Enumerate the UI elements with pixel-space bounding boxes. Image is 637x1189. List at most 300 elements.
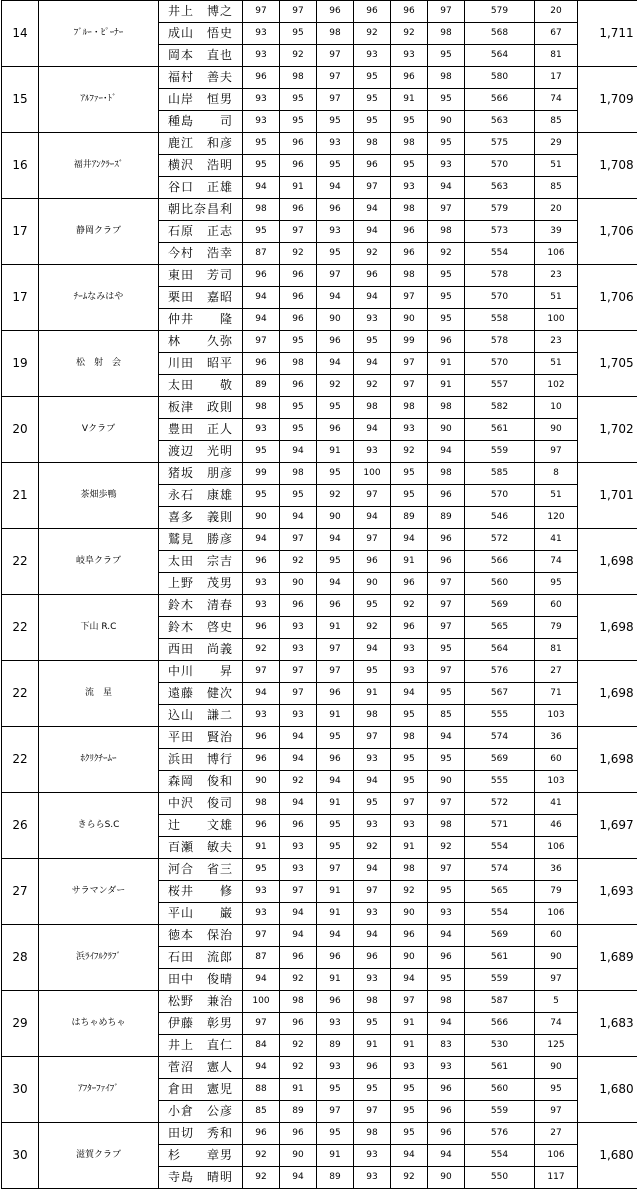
individual-place: 29 <box>535 133 578 155</box>
series-score: 93 <box>391 177 428 199</box>
shooter-name: 遠藤 健次 <box>159 683 243 705</box>
series-score: 96 <box>317 947 354 969</box>
series-score: 93 <box>280 837 317 859</box>
series-score: 95 <box>280 419 317 441</box>
individual-place: 79 <box>535 617 578 639</box>
series-score: 96 <box>428 1123 465 1145</box>
series-score: 94 <box>243 969 280 991</box>
series-score: 93 <box>317 221 354 243</box>
series-score: 95 <box>391 463 428 485</box>
team-rank: 22 <box>2 727 39 793</box>
series-score: 93 <box>243 89 280 111</box>
series-score: 98 <box>391 199 428 221</box>
series-score: 93 <box>243 111 280 133</box>
series-score: 96 <box>428 529 465 551</box>
series-score: 96 <box>243 265 280 287</box>
individual-total: 570 <box>465 485 535 507</box>
member-row <box>2 199 637 221</box>
series-score: 98 <box>391 727 428 749</box>
series-score: 95 <box>391 155 428 177</box>
series-score: 93 <box>391 45 428 67</box>
series-score: 96 <box>280 265 317 287</box>
individual-total: 578 <box>465 331 535 353</box>
series-score: 95 <box>428 881 465 903</box>
series-score: 97 <box>280 221 317 243</box>
series-score: 83 <box>428 1035 465 1057</box>
series-score: 94 <box>243 309 280 331</box>
series-score: 95 <box>428 683 465 705</box>
series-score: 97 <box>428 859 465 881</box>
series-score: 96 <box>391 573 428 595</box>
series-score: 93 <box>243 45 280 67</box>
individual-place: 5 <box>535 991 578 1013</box>
series-score: 90 <box>391 309 428 331</box>
team-total: 1,711 <box>578 1 637 67</box>
series-score: 92 <box>280 45 317 67</box>
series-score: 94 <box>280 925 317 947</box>
individual-total: 572 <box>465 529 535 551</box>
individual-total: 564 <box>465 639 535 661</box>
series-score: 89 <box>428 507 465 529</box>
series-score: 94 <box>428 1145 465 1167</box>
individual-place: 90 <box>535 1057 578 1079</box>
series-score: 95 <box>317 155 354 177</box>
series-score: 93 <box>243 419 280 441</box>
individual-total: 570 <box>465 155 535 177</box>
series-score: 91 <box>391 89 428 111</box>
series-score: 95 <box>280 485 317 507</box>
series-score: 95 <box>428 45 465 67</box>
series-score: 95 <box>391 1123 428 1145</box>
series-score: 96 <box>391 1 428 23</box>
individual-place: 27 <box>535 661 578 683</box>
series-score: 95 <box>391 111 428 133</box>
series-score: 95 <box>428 265 465 287</box>
series-score: 92 <box>428 837 465 859</box>
series-score: 90 <box>280 573 317 595</box>
series-score: 96 <box>391 243 428 265</box>
series-score: 90 <box>428 419 465 441</box>
individual-place: 81 <box>535 45 578 67</box>
series-score: 96 <box>317 683 354 705</box>
series-score: 94 <box>428 1013 465 1035</box>
individual-place: 23 <box>535 331 578 353</box>
individual-total: 569 <box>465 925 535 947</box>
series-score: 93 <box>354 903 391 925</box>
series-score: 98 <box>243 793 280 815</box>
member-row <box>2 397 637 419</box>
member-row <box>2 67 637 89</box>
individual-total: 563 <box>465 111 535 133</box>
series-score: 98 <box>280 67 317 89</box>
series-score: 97 <box>317 265 354 287</box>
series-score: 96 <box>317 991 354 1013</box>
team-total: 1,697 <box>578 793 637 859</box>
shooter-name: 平田 賢治 <box>159 727 243 749</box>
individual-total: 570 <box>465 353 535 375</box>
series-score: 96 <box>243 551 280 573</box>
series-score: 93 <box>428 1057 465 1079</box>
series-score: 91 <box>317 881 354 903</box>
member-row <box>2 1123 637 1145</box>
results-table <box>1 0 637 1189</box>
series-score: 98 <box>280 463 317 485</box>
member-row <box>2 661 637 683</box>
series-score: 95 <box>317 463 354 485</box>
individual-place: 51 <box>535 155 578 177</box>
shooter-name: 石田 流郎 <box>159 947 243 969</box>
team-name: ﾎｸﾘｸﾁｰﾑｰ <box>39 727 159 793</box>
series-score: 96 <box>280 287 317 309</box>
series-score: 96 <box>280 1013 317 1035</box>
series-score: 98 <box>317 23 354 45</box>
team-name: サラマンダー <box>39 859 159 925</box>
team-name: ｱﾙﾌｧｰ･ﾄﾞ <box>39 67 159 133</box>
individual-place: 97 <box>535 1101 578 1123</box>
team-name: 滋賀クラブ <box>39 1123 159 1189</box>
series-score: 97 <box>317 661 354 683</box>
series-score: 99 <box>243 463 280 485</box>
series-score: 93 <box>391 639 428 661</box>
series-score: 95 <box>243 221 280 243</box>
individual-place: 81 <box>535 639 578 661</box>
shooter-name: 鹿江 和彦 <box>159 133 243 155</box>
series-score: 95 <box>243 485 280 507</box>
series-score: 91 <box>391 1035 428 1057</box>
shooter-name: 豊田 正人 <box>159 419 243 441</box>
individual-place: 117 <box>535 1167 578 1189</box>
individual-place: 41 <box>535 529 578 551</box>
series-score: 97 <box>428 573 465 595</box>
series-score: 95 <box>317 837 354 859</box>
team-rank: 17 <box>2 199 39 265</box>
series-score: 93 <box>428 155 465 177</box>
series-score: 92 <box>391 1167 428 1189</box>
shooter-name: 朝比奈昌利 <box>159 199 243 221</box>
team-total: 1,698 <box>578 727 637 793</box>
series-score: 94 <box>280 727 317 749</box>
series-score: 97 <box>243 925 280 947</box>
series-score: 94 <box>243 287 280 309</box>
individual-total: 559 <box>465 441 535 463</box>
individual-total: 569 <box>465 595 535 617</box>
individual-total: 576 <box>465 1123 535 1145</box>
series-score: 92 <box>354 837 391 859</box>
series-score: 98 <box>354 705 391 727</box>
team-name: ｱﾌﾀｰﾌｧｲﾌﾞ <box>39 1057 159 1123</box>
series-score: 93 <box>391 661 428 683</box>
shooter-name: 田切 秀和 <box>159 1123 243 1145</box>
series-score: 93 <box>354 441 391 463</box>
series-score: 96 <box>280 199 317 221</box>
series-score: 95 <box>354 1013 391 1035</box>
shooter-name: 山岸 恒男 <box>159 89 243 111</box>
series-score: 95 <box>317 1079 354 1101</box>
team-name: ﾌﾞﾙｰ・ﾋﾟｰﾅｰ <box>39 1 159 67</box>
series-score: 97 <box>354 881 391 903</box>
series-score: 96 <box>428 485 465 507</box>
shooter-name: 仲井 隆 <box>159 309 243 331</box>
series-score: 95 <box>428 639 465 661</box>
shooter-name: 成山 悟史 <box>159 23 243 45</box>
series-score: 100 <box>354 463 391 485</box>
individual-total: 580 <box>465 67 535 89</box>
series-score: 96 <box>354 551 391 573</box>
series-score: 95 <box>243 133 280 155</box>
series-score: 93 <box>391 419 428 441</box>
shooter-name: 小倉 公彦 <box>159 1101 243 1123</box>
series-score: 95 <box>280 23 317 45</box>
series-score: 93 <box>354 1167 391 1189</box>
series-score: 98 <box>243 199 280 221</box>
team-name: はちゃめちゃ <box>39 991 159 1057</box>
individual-total: 567 <box>465 683 535 705</box>
shooter-name: 込山 謙二 <box>159 705 243 727</box>
series-score: 90 <box>317 309 354 331</box>
series-score: 98 <box>428 397 465 419</box>
series-score: 94 <box>280 793 317 815</box>
individual-place: 85 <box>535 111 578 133</box>
series-score: 96 <box>317 1 354 23</box>
series-score: 85 <box>243 1101 280 1123</box>
team-name: Vクラブ <box>39 397 159 463</box>
shooter-name: 倉田 憲児 <box>159 1079 243 1101</box>
series-score: 94 <box>280 903 317 925</box>
series-score: 98 <box>428 221 465 243</box>
series-score: 95 <box>354 793 391 815</box>
member-row <box>2 859 637 881</box>
series-score: 97 <box>317 45 354 67</box>
series-score: 97 <box>280 1 317 23</box>
shooter-name: 鈴木 清春 <box>159 595 243 617</box>
series-score: 94 <box>243 1057 280 1079</box>
series-score: 94 <box>354 287 391 309</box>
series-score: 97 <box>317 1101 354 1123</box>
series-score: 91 <box>317 617 354 639</box>
series-score: 92 <box>391 23 428 45</box>
individual-place: 20 <box>535 1 578 23</box>
individual-place: 97 <box>535 441 578 463</box>
individual-place: 20 <box>535 199 578 221</box>
series-score: 93 <box>280 617 317 639</box>
team-rank: 30 <box>2 1123 39 1189</box>
shooter-name: 石原 正志 <box>159 221 243 243</box>
shooter-name: 中川 昇 <box>159 661 243 683</box>
team-total: 1,693 <box>578 859 637 925</box>
series-score: 94 <box>243 529 280 551</box>
series-score: 97 <box>428 1 465 23</box>
series-score: 91 <box>354 1035 391 1057</box>
individual-place: 74 <box>535 551 578 573</box>
series-score: 96 <box>317 595 354 617</box>
series-score: 99 <box>391 331 428 353</box>
series-score: 94 <box>391 683 428 705</box>
series-score: 93 <box>428 903 465 925</box>
shooter-name: 鷲見 勝彦 <box>159 529 243 551</box>
series-score: 84 <box>243 1035 280 1057</box>
series-score: 96 <box>280 133 317 155</box>
series-score: 96 <box>391 221 428 243</box>
team-rank: 15 <box>2 67 39 133</box>
series-score: 97 <box>243 331 280 353</box>
series-score: 93 <box>243 881 280 903</box>
series-score: 96 <box>243 67 280 89</box>
individual-total: 557 <box>465 375 535 397</box>
individual-place: 102 <box>535 375 578 397</box>
series-score: 90 <box>243 507 280 529</box>
member-row <box>2 925 637 947</box>
individual-total: 554 <box>465 243 535 265</box>
individual-total: 558 <box>465 309 535 331</box>
individual-place: 51 <box>535 353 578 375</box>
series-score: 97 <box>428 661 465 683</box>
series-score: 91 <box>317 793 354 815</box>
series-score: 96 <box>354 947 391 969</box>
member-row <box>2 793 637 815</box>
series-score: 97 <box>354 485 391 507</box>
individual-place: 36 <box>535 859 578 881</box>
individual-place: 106 <box>535 837 578 859</box>
series-score: 95 <box>354 89 391 111</box>
team-total: 1,706 <box>578 265 637 331</box>
shooter-name: 中沢 俊司 <box>159 793 243 815</box>
individual-place: 27 <box>535 1123 578 1145</box>
series-score: 93 <box>317 133 354 155</box>
shooter-name: 徳本 保治 <box>159 925 243 947</box>
series-score: 93 <box>354 749 391 771</box>
series-score: 91 <box>317 969 354 991</box>
team-total: 1,705 <box>578 331 637 397</box>
member-row <box>2 133 637 155</box>
shooter-name: 渡辺 光明 <box>159 441 243 463</box>
series-score: 98 <box>391 133 428 155</box>
individual-place: 79 <box>535 881 578 903</box>
series-score: 91 <box>280 1079 317 1101</box>
series-score: 92 <box>280 771 317 793</box>
individual-place: 120 <box>535 507 578 529</box>
team-rank: 30 <box>2 1057 39 1123</box>
team-total: 1,680 <box>578 1123 637 1189</box>
team-total: 1,706 <box>578 199 637 265</box>
series-score: 89 <box>280 1101 317 1123</box>
individual-place: 67 <box>535 23 578 45</box>
member-row <box>2 265 637 287</box>
shooter-name: 百瀬 敏夫 <box>159 837 243 859</box>
series-score: 94 <box>317 529 354 551</box>
shooter-name: 鈴木 啓史 <box>159 617 243 639</box>
series-score: 95 <box>280 331 317 353</box>
series-score: 94 <box>317 287 354 309</box>
team-total: 1,709 <box>578 67 637 133</box>
series-score: 94 <box>317 573 354 595</box>
series-score: 93 <box>243 595 280 617</box>
individual-place: 106 <box>535 903 578 925</box>
individual-total: 555 <box>465 705 535 727</box>
member-row <box>2 991 637 1013</box>
series-score: 95 <box>317 815 354 837</box>
individual-place: 8 <box>535 463 578 485</box>
series-score: 95 <box>391 1101 428 1123</box>
team-rank: 26 <box>2 793 39 859</box>
series-score: 96 <box>391 925 428 947</box>
series-score: 92 <box>280 243 317 265</box>
individual-total: 561 <box>465 947 535 969</box>
series-score: 96 <box>243 815 280 837</box>
individual-total: 573 <box>465 221 535 243</box>
series-score: 93 <box>243 903 280 925</box>
series-score: 93 <box>391 815 428 837</box>
individual-total: 574 <box>465 859 535 881</box>
series-score: 96 <box>280 947 317 969</box>
series-score: 98 <box>391 859 428 881</box>
series-score: 95 <box>391 485 428 507</box>
individual-place: 95 <box>535 1079 578 1101</box>
series-score: 97 <box>280 529 317 551</box>
series-score: 92 <box>317 375 354 397</box>
series-score: 92 <box>391 881 428 903</box>
series-score: 92 <box>280 1035 317 1057</box>
results-body <box>2 1 637 1189</box>
series-score: 89 <box>243 375 280 397</box>
team-total: 1,689 <box>578 925 637 991</box>
team-name: 静岡クラブ <box>39 199 159 265</box>
shooter-name: 福村 善夫 <box>159 67 243 89</box>
series-score: 95 <box>391 749 428 771</box>
shooter-name: 松野 兼治 <box>159 991 243 1013</box>
member-row <box>2 727 637 749</box>
shooter-name: 浜田 博行 <box>159 749 243 771</box>
team-rank: 16 <box>2 133 39 199</box>
series-score: 96 <box>243 749 280 771</box>
series-score: 96 <box>428 551 465 573</box>
series-score: 91 <box>317 441 354 463</box>
series-score: 94 <box>428 925 465 947</box>
shooter-name: 杉 章男 <box>159 1145 243 1167</box>
series-score: 97 <box>317 639 354 661</box>
team-total: 1,701 <box>578 463 637 529</box>
series-score: 96 <box>428 947 465 969</box>
individual-total: 585 <box>465 463 535 485</box>
series-score: 98 <box>428 991 465 1013</box>
series-score: 95 <box>317 243 354 265</box>
series-score: 97 <box>428 595 465 617</box>
series-score: 90 <box>354 573 391 595</box>
series-score: 91 <box>428 375 465 397</box>
shooter-name: 井上 博之 <box>159 1 243 23</box>
series-score: 96 <box>428 331 465 353</box>
series-score: 92 <box>280 1057 317 1079</box>
individual-place: 51 <box>535 485 578 507</box>
team-rank: 14 <box>2 1 39 67</box>
series-score: 91 <box>354 683 391 705</box>
series-score: 94 <box>354 771 391 793</box>
shooter-name: 今村 浩幸 <box>159 243 243 265</box>
shooter-name: 辻 文雄 <box>159 815 243 837</box>
individual-place: 74 <box>535 1013 578 1035</box>
series-score: 95 <box>428 969 465 991</box>
series-score: 96 <box>317 749 354 771</box>
series-score: 97 <box>243 1013 280 1035</box>
individual-place: 90 <box>535 419 578 441</box>
shooter-name: 栗田 嘉昭 <box>159 287 243 309</box>
series-score: 98 <box>280 991 317 1013</box>
series-score: 94 <box>243 177 280 199</box>
series-score: 96 <box>243 727 280 749</box>
series-score: 93 <box>391 1057 428 1079</box>
individual-total: 569 <box>465 749 535 771</box>
individual-total: 574 <box>465 727 535 749</box>
team-name: 岐阜クラブ <box>39 529 159 595</box>
